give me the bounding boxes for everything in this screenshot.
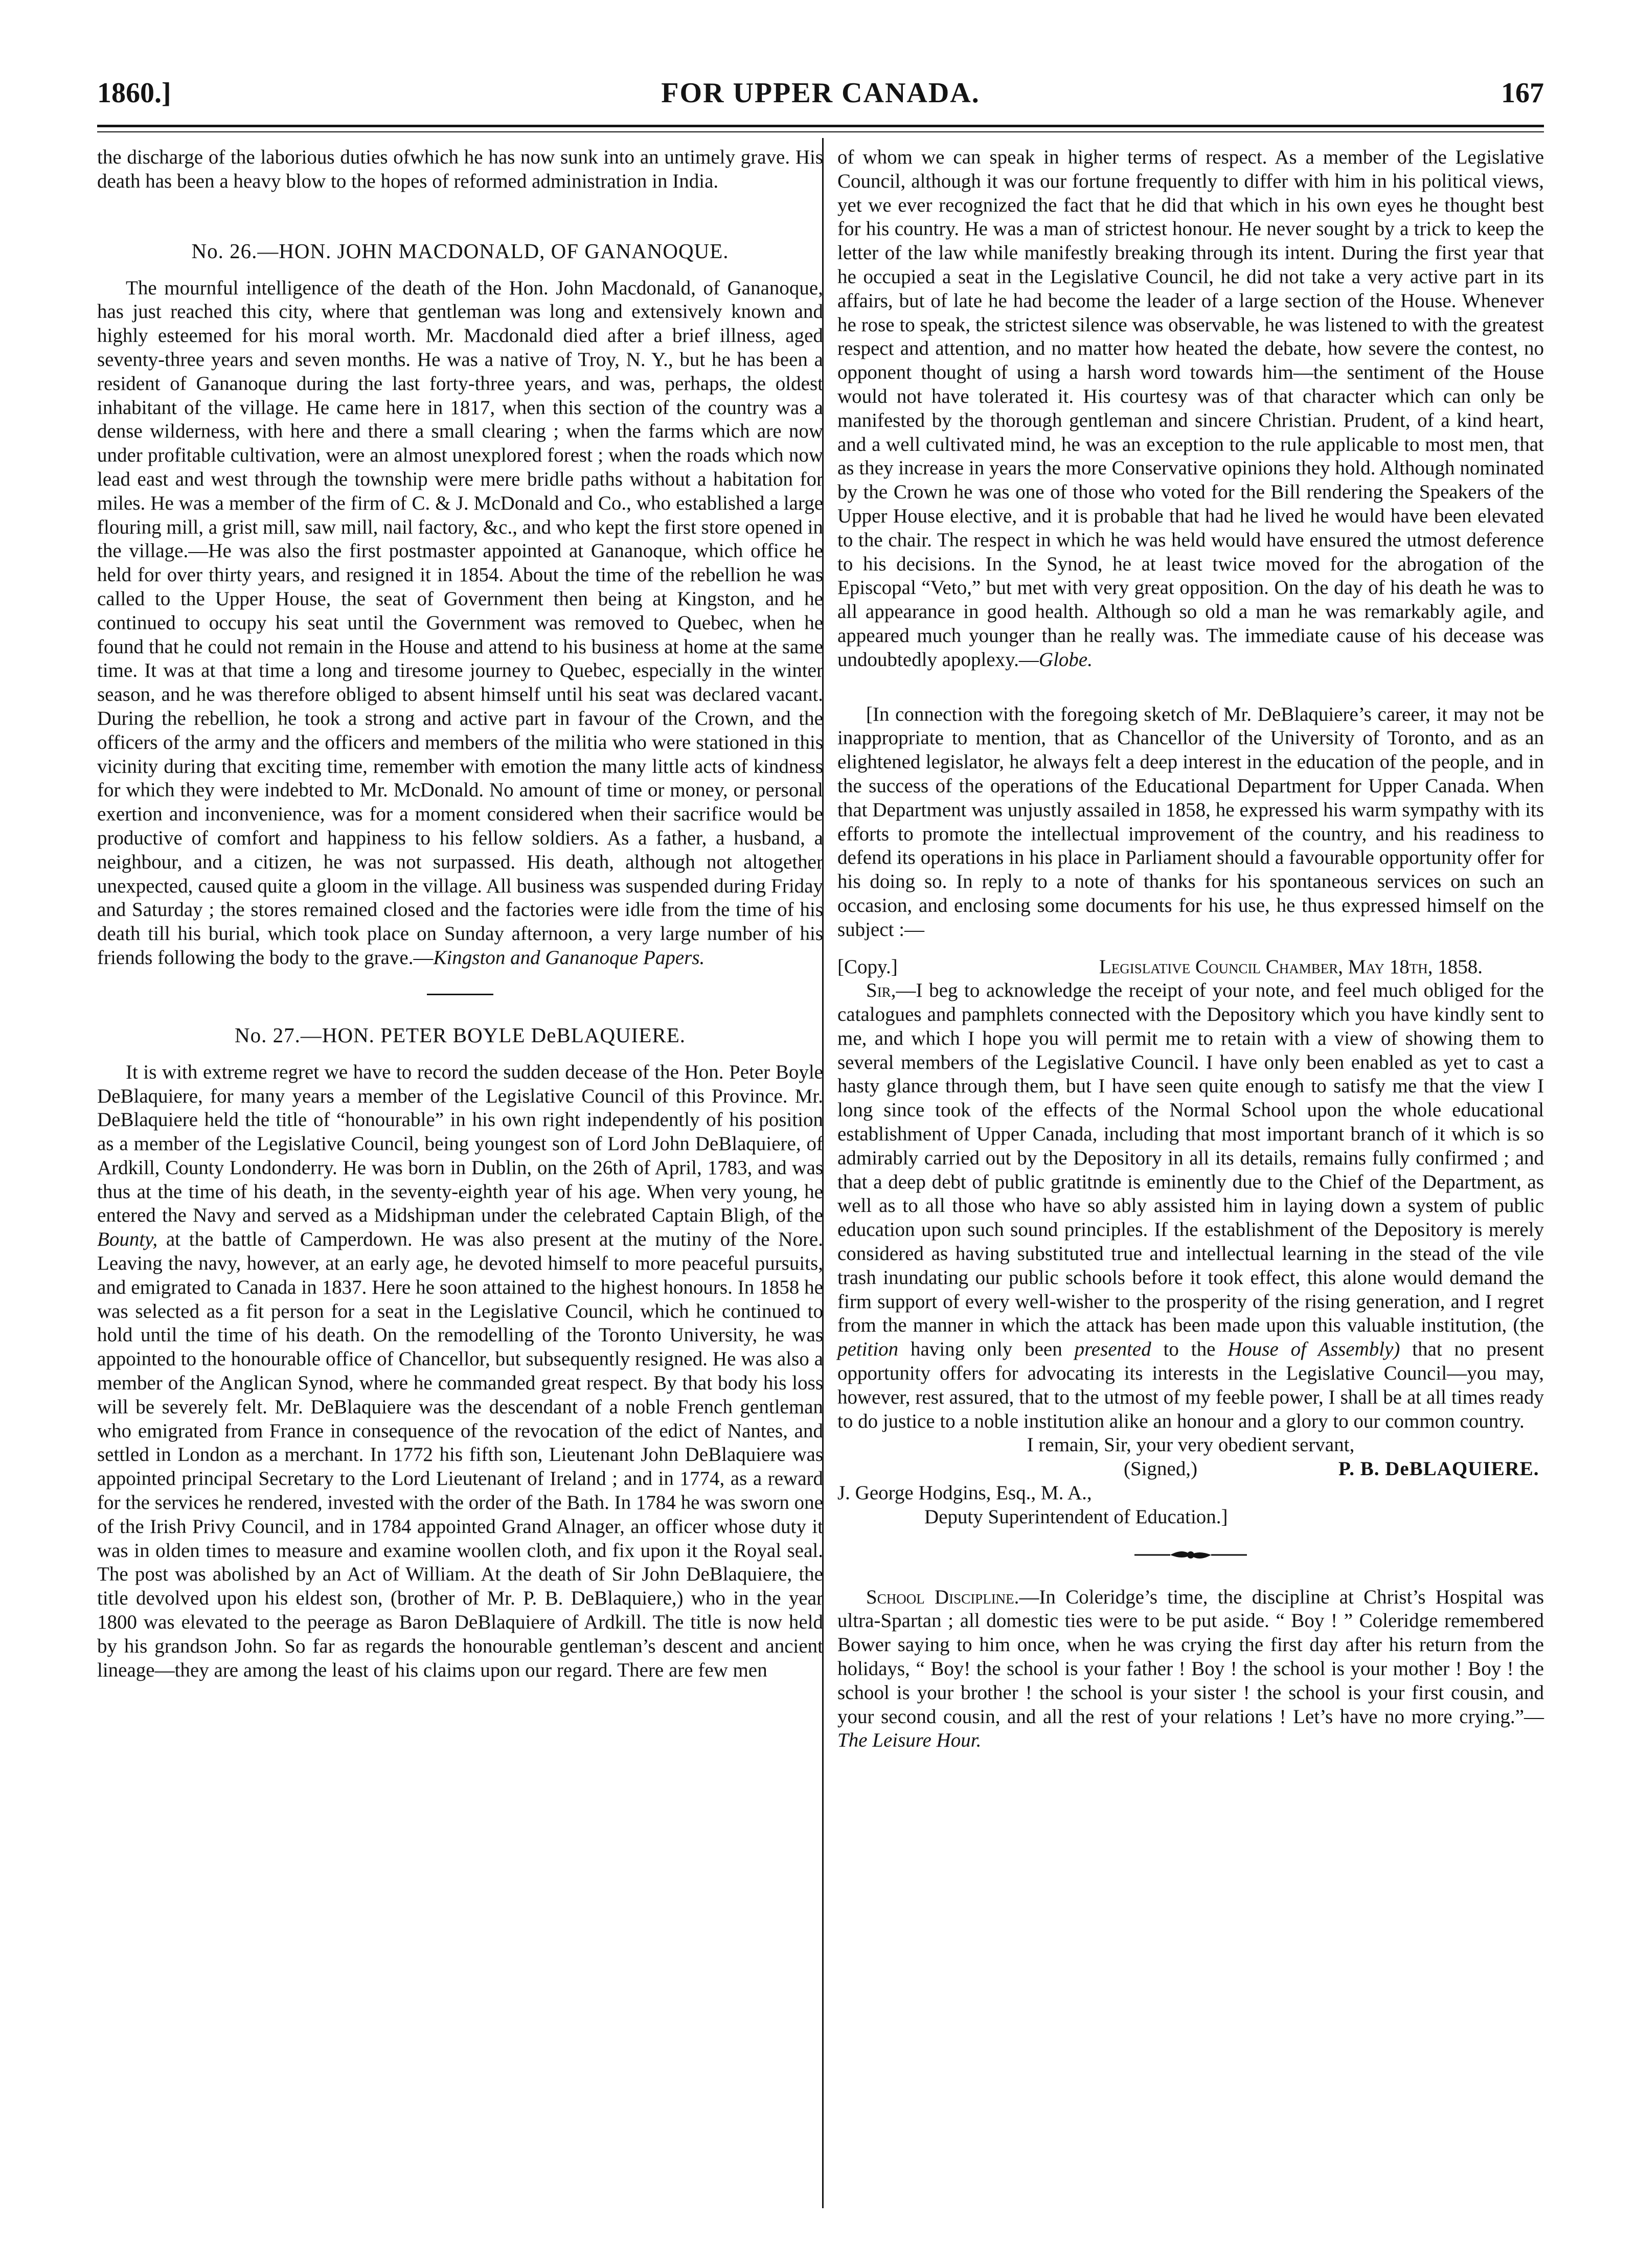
header-title: FOR UPPER CANADA. (661, 77, 980, 109)
article-27-continuation-text: of whom we can speak in higher terms of respect. As a member of the Legislative Council, although it was our fortune frequently to differ with him in his political views, yet we ever recognized the fact that he did that which in his own eyes he thought best for his country. He was a man of strictest honour. He never sought by a trick to keep the letter of the law while manifestly breaking through its intent. During the first year that he occupied a seat in the Legislative Council, he did not take a very active part in its affairs, but of late he had become the leader of a large section of the House. Whenever he rose to speak, the strictest silence was observable, he was listened to with the greatest respect and attention, and no matter how heated the debate, how severe the contest, no opponent thought of using a harsh word towards him—the sentiment of the House would not have tolerated it. His courtesy was of that character which can only be manifested by the thorough gentleman and sincere Christian. Prudent, of a kind heart, and a well cultivated mind, he was an exception to the rule applicable to most men, that as they increase in years the more Conservative opinions they hold. Although nominated by the Crown he was one of those who voted for the Bill rendering the Speakers of the Upper House elective, and it is probable that had he lived he would have been elevated to the chair. The respect in which he was held would have ensured the utmost deference to his decisions. In the Synod, he at least twice moved for the abrogation of the Episcopal “Veto,” but met with very great opposition. On the day of his death he was to all appearance in good health. Although so old a man he was remarkably agile, and appeared much younger than he really was. The immediate cause of his decease was undoubtedly apoplexy.— (837, 146, 1544, 671)
addressee-title: Deputy Superintendent of Education.] (924, 1505, 1228, 1528)
article-27-text-1: It is with extreme regret we have to record the sudden decease of the Hon. Peter Boyle DeBlaquiere, for many years a member of the Legislative Council of this Province. Mr. DeBlaquiere held the title of “honourable” in his own right independently of his position as a member of the Legislative Council, being youngest son of Lord John DeBlaquiere, of Ardkill, County Londonderry. He was born in Dublin, on the 26th of April, 1783, and was thus at the time of his death, in the seventy-eighth year of his age. When very young, he entered the Navy and served as a Midshipman under the celebrated Captain Bligh, of the (97, 1061, 823, 1227)
letter-dateline: Legislative Council Chamber, May 18th, 1858. (1099, 955, 1483, 978)
signed-label: (Signed,) (1124, 1458, 1198, 1480)
school-discipline-paragraph (837, 1586, 1544, 1753)
article-27-text-2: at the battle of Camperdown. He was also present at the mutiny of the Nore. Leaving the navy, however, at an early age, he devoted himself to more peaceful pursuits, and emigrated to Canada in 1837. Here he soon attained to the highest honours. In 1858 he was selected as a fit person for a seat in the Legislative Council, which he continued to hold until the time of his death. On the remodelling of the Toronto University, he was appointed to the honourable office of Chancellor, but subsequently resigned. He was also a member of the Anglican Synod, where he commanded great respect. By that body his loss will be severely felt. Mr. DeBlaquiere was the descendant of a noble French gentleman who emigrated from France in consequence of the revocation of the edict of Nantes, and settled in London as a merchant. In 1772 his fifth son, Lieutenant John DeBlaquiere was appointed principal Secretary to the Lord Lieutenant of Ireland ; and in 1774, as a reward for the services he rendered, invested with the order of the Bath. In 1784 he was sworn one of the Irish Privy Council, and in 1784 appointed Grand Alnager, an officer whose duty it was in olden times to measure and examine woollen cloth, and fix upon it the Royal seal. The post was abolished by an Act of William. At the death of Sir John DeBlaquiere, the title devolved upon his eldest son, (brother of Mr. P. B. DeBlaquiere,) who in the year 1800 was elevated to the peerage as Baron DeBlaquiere of Ardkill. The title is now held by his grandson John. So far as regards the honourable gentleman’s descent and ancient lineage—they are among the least of his claims upon our regard. There are few men (97, 1228, 823, 1681)
right-column (837, 146, 1544, 1753)
page-number: 167 (1501, 77, 1544, 109)
header-rule-thick (97, 125, 1544, 127)
article-27-body (97, 1061, 823, 1683)
copy-label: [Copy.] (837, 955, 898, 978)
running-head (97, 77, 1544, 112)
letter-house: House of Assembly) (1227, 1338, 1400, 1361)
letter-body (837, 979, 1544, 1433)
letter-closing: I remain, Sir, your very obedient servant, (1027, 1434, 1355, 1456)
article-26-source: Kingston and Gananoque Papers. (433, 946, 705, 969)
letter-text-3: to the (1151, 1338, 1228, 1361)
continuation-paragraph: the discharge of the laborious duties ofwhich he has now sunk into an untimely grave. His death has been a heavy blow to the hopes of reformed administration in India. (97, 146, 823, 192)
school-discipline-text: —In Coleridge’s time, the discipline at Christ’s Hospital was ultra-Spartan ; all domestic ties were to be put aside. “ Boy ! ” Coleridge remembered Bower saying to him once, when he was crying the first day after his return from the holidays, “ Boy! the school is your father ! Boy ! the school is your mother ! Boy ! the school is your brother ! the school is your sister ! the school is your first cousin, and your second cousin, and all the rest of your relations ! Let’s have no more crying.”— (837, 1586, 1544, 1728)
header-year: 1860.] (97, 77, 171, 109)
left-column (97, 146, 823, 1682)
letter-signature: P. B. DeBLAQUIERE. (1338, 1458, 1539, 1480)
letter-text-1: —I beg to acknowledge the receipt of your note, and feel much obliged for the catalogues and pamphlets connected with the Depository which you have kindly sent to me, and which I hope you will permit me to retain with a view of showing them to several members of the Legislative Council. I have only been enabled as yet to cast a hasty glance through them, but I have seen quite enough to satisfy me that the view I long since took of the effects of the Normal School upon the whole educational establishment of Upper Canada, including that most important branch of it which is so admirably carried out by the Depository in all its details, remains fully confirmed ; and that a deep debt of public gratitnde is eminently due to the Chief of the Department, as well as to all those who have so ably assisted him in laying down a system of public education upon such sound principles. If the establishment of the Depository is merely considered as having substituted true and intellectual learning in the stead of the vile trash inundating our public schools before it took effect, this alone would demand the firm support of every well-wisher to the prosperity of the rising generation, and I regret from the manner in which the attack has been made upon this valuable institution, (the (837, 979, 1544, 1337)
article-27-heading: No. 27.—HON. PETER BOYLE DeBLAQUIERE. (235, 1023, 686, 1047)
ship-name: Bounty, (97, 1228, 158, 1251)
article-26-heading: No. 26.—HON. JOHN MACDONALD, OF GANANOQUE. (191, 239, 729, 263)
editorial-note: [In connection with the foregoing sketch of Mr. DeBlaquiere’s career, it may not be inappropriate to mention, that as Chancellor of the University of Toronto, and as an elightened legislator, he always felt a deep interest in the education of the people, and in the success of the operations of the Educational Department for Upper Canada. When that Department was unjustly assailed in 1858, he expressed his warm sympathy with its efforts to promote the intellectual improvement of the country, and his readiness to defend its operations in his place in Parliament should a favourable opportunity offer for his doing so. In reply to a note of thanks for his spontaneous services on such an occasion, and enclosing some documents for his use, he thus expressed himself on the subject :— (837, 703, 1544, 941)
school-discipline-lead: School Discipline. (866, 1586, 1019, 1608)
addressee-name: J. George Hodgins, Esq., M. A., (837, 1482, 1092, 1504)
letter-salutation: Sir, (866, 979, 896, 1002)
header-rule-thin (97, 131, 1544, 132)
letter-text-4: that no present opportunity offers for advocating its interests in the Legislative Council—you may, however, rest assured, that to the utmost of my feeble power, I shall be at all times ready to do justice to a noble institution alike an honour and a glory to our common country. (837, 1338, 1544, 1432)
article-27-continuation (837, 146, 1544, 672)
section-divider (427, 994, 493, 995)
letter-petition: petition (837, 1338, 899, 1361)
article-26-text: The mournful intelligence of the death of the Hon. John Macdonald, of Gananoque, has just reached this city, where that gentleman was long and extensively known and highly esteemed for his moral worth. Mr. Macdonald died after a brief illness, aged seventy-three years and seven months. He was a native of Troy, N. Y., but he has been a resident of Gananoque during the last forty-three years, and was, perhaps, the oldest inhabitant of the village. He came here in 1817, when this section of the country was a dense wilderness, with here and there a small clearing ; when the farms which are now under profitable cultivation, were an almost unexplored forest ; when the roads which now lead east and west through the township were mere bridle paths without a habitation for miles. He was a member of the firm of C. & J. McDonald and Co., who established a large flouring mill, a grist mill, saw mill, nail factory, &c., and who kept the first store opened in the village.—He was also the first postmaster appointed at Gananoque, which office he held for over thirty years, and resigned it in 1854. About the time of the rebellion he was called to the Upper House, the seat of Government then being at Kingston, and he continued to occupy his seat until the Government was removed to Quebec, when he found that he could not remain in the House and attend to his business at home at the same time. It was at that time a long and tiresome journey to Quebec, especially in the winter season, and he was therefore obliged to absent himself until his seat was declared vacant. During the rebellion, he took a strong and active part in favour of the Crown, and the officers of the army and the officers and members of the militia who were stationed in this vicinity during that exciting time, remember with emotion the many little acts of kindness for which they were indebted to Mr. McDonald. No amount of time or money, or personal exertion and inconvenience, was for a moment considered when their sacrifice would be productive of comfort and happiness to his fellow soldiers. As a father, a husband, a neighbour, and a citizen, he was not surpassed. His death, although not altogether unexpected, caused quite a gloom in the village. All business was suspended during Friday and Saturday ; the stores remained closed and the factories were idle from the time of his death till his burial, which took place on Sunday afternoon, a very large number of his friends following the body to the grave.— (97, 277, 823, 969)
school-discipline-source: The Leisure Hour. (837, 1729, 982, 1752)
letter-text-2: having only been (898, 1338, 1075, 1361)
letter-signature-row (837, 1457, 1544, 1481)
letter-presented: presented (1074, 1338, 1151, 1361)
ornament-divider-icon (1134, 1545, 1247, 1565)
article-26-body (97, 277, 823, 970)
letter-dateline-row (837, 955, 1544, 979)
globe-source: Globe. (1038, 648, 1093, 671)
